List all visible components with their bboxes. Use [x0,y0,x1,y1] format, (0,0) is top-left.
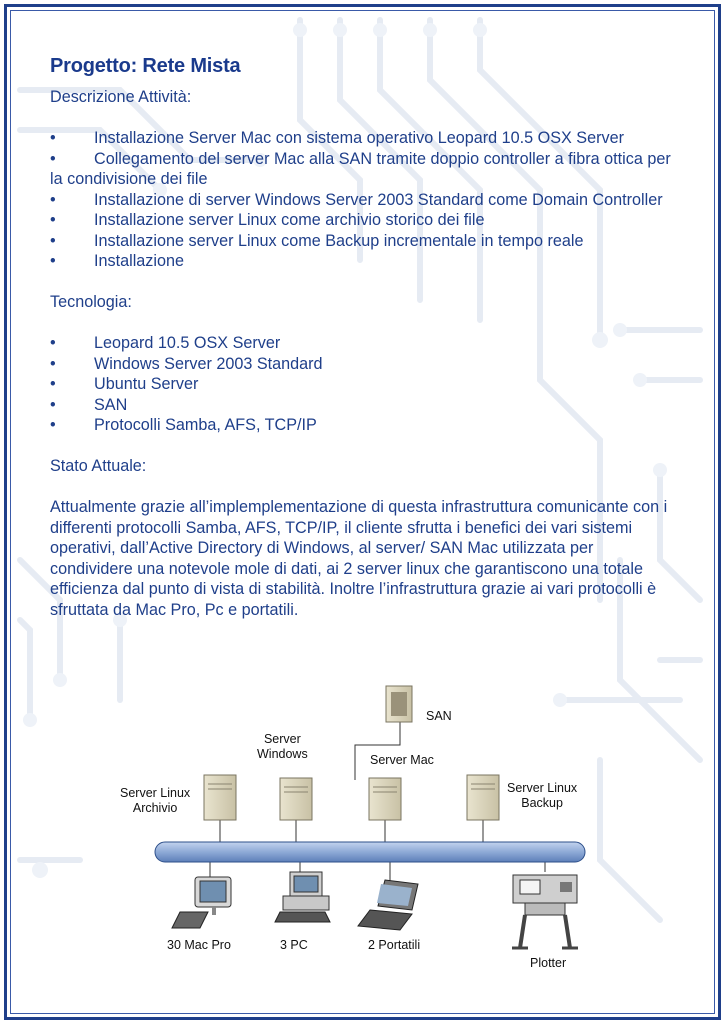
mac-pro-label: 30 Mac Pro [167,938,231,952]
stato-heading: Stato Attuale: [50,457,147,475]
tecnologia-list [50,333,680,436]
tecnologia-heading: Tecnologia: [50,293,132,311]
descrizione-heading: Descrizione Attività: [50,88,192,106]
list-item: • Installazione server Linux come archivio storico dei file [50,211,485,229]
document-content [50,55,680,620]
page-title: Progetto: Rete Mista [50,55,241,77]
server-windows-icon [280,778,312,820]
server-linux-backup-icon [467,775,499,820]
network-diagram-drawing [100,680,640,980]
list-item: • Protocolli Samba, AFS, TCP/IP [50,416,317,434]
server-windows-label: Server Windows [257,732,308,761]
san-storage-icon [386,686,412,722]
pc-icon [275,872,330,922]
mac-pro-icon [172,877,231,928]
laptop-icon [358,880,418,930]
list-item: • Windows Server 2003 Standard [50,354,323,373]
server-linux-archivio-label: Server Linux Archivio [120,786,191,815]
server-linux-backup-label: Server Linux Backup [507,781,578,810]
list-item: • Collegamento del server Mac alla SAN tramite doppio controller a fibra ottica per la condivisione dei file [50,149,671,188]
list-item: • Ubuntu Server [50,375,199,393]
descrizione-list [50,128,680,272]
list-item: • Installazione di server Windows Server 2003 Standard come Domain Controller [50,190,663,209]
san-label: SAN [426,709,452,723]
server-mac-label: Server Mac [370,753,434,767]
network-bus [155,842,585,862]
plotter-label: Plotter [530,956,567,970]
server-mac-icon [369,778,401,820]
portatili-label: 2 Portatili [368,938,421,952]
list-item: • Installazione server Linux come Backup incrementale in tempo reale [50,231,584,250]
server-linux-archivio-icon [204,775,236,820]
network-diagram [100,680,640,980]
list-item: • SAN [50,395,128,414]
list-item: • Installazione [50,252,184,270]
stato-paragraph: Attualmente grazie all’implemplementazione di questa infrastruttura comunicante con i differenti protocolli Samba, AFS, TCP/IP, il cliente sfrutta i benefici dei vari sistemi operativi, dall’Active Directory di Windows, al server/ SAN Mac utilizzata per condividere una notevole mole di dati, ai 2 server linux che garantiscono una totale efficienza dal punto di vista di stabilità. Inoltre l’infrastruttura grazie ai vari protocolli è sfruttata da Mac Pro, Pc e portatili. [50,498,668,619]
list-item: • Leopard 10.5 OSX Server [50,334,281,352]
list-item: • Installazione Server Mac con sistema operativo Leopard 10.5 OSX Server [50,129,624,147]
pc-label: 3 PC [280,938,308,952]
plotter-icon [512,875,578,948]
